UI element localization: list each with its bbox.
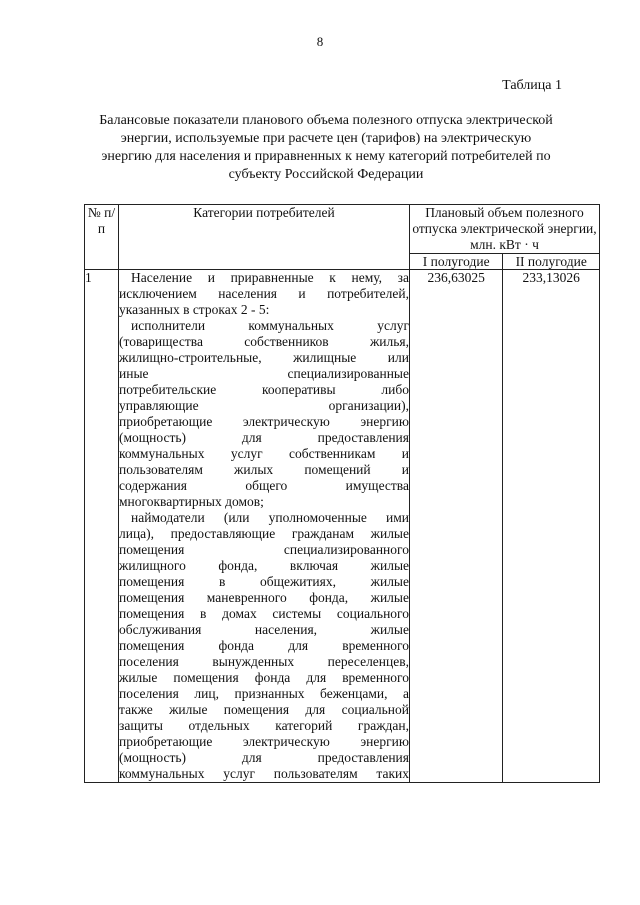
text-line: Население и приравненные к нему, за bbox=[131, 270, 409, 285]
text-line: помещения в общежитиях, жилые bbox=[119, 574, 409, 589]
text-line: приобретающие электрическую энергию bbox=[119, 414, 409, 429]
page-number: 8 bbox=[316, 34, 324, 49]
text-line: наймодатели (или уполномоченные ими bbox=[131, 510, 409, 525]
header-num: № п/п bbox=[85, 205, 119, 270]
text-line: указанных в строках 2 - 5: bbox=[119, 302, 270, 317]
header-volume: Плановый объем полезного отпуска электрической энергии, млн. кВт · ч bbox=[410, 205, 600, 254]
text-line: многоквартирных домов; bbox=[119, 494, 264, 509]
text-line: также жилые помещения для социальной bbox=[119, 702, 409, 717]
text-line: помещения в домах системы социального bbox=[119, 606, 409, 621]
title-line: субъекту Российской Федерации bbox=[228, 167, 424, 182]
title-line: энергии, используемые при расчете цен (тарифов) на электрическую bbox=[120, 131, 532, 146]
value-half-1: 236,63025 bbox=[410, 270, 503, 783]
text-line: (товарищества собственников жилья, bbox=[119, 334, 409, 349]
text-line: помещения специализированного bbox=[119, 542, 409, 557]
text-line: (мощность) для предоставления bbox=[119, 750, 409, 765]
row-number: 1 bbox=[85, 270, 119, 783]
header-half-2: II полугодие bbox=[503, 254, 600, 270]
text-line: защиты отдельных категорий граждан, bbox=[119, 718, 409, 733]
title-line: энергию для населения и приравненных к нему категорий потребителей по bbox=[101, 149, 551, 164]
header-half-1: I полугодие bbox=[410, 254, 503, 270]
title-line: Балансовые показатели планового объема полезного отпуска электрической bbox=[99, 113, 553, 128]
text-line: (мощность) для предоставления bbox=[119, 430, 409, 445]
text-line: исключением населения и потребителей, bbox=[119, 286, 409, 301]
text-line: помещения маневренного фонда, жилые bbox=[119, 590, 409, 605]
value-half-2: 233,13026 bbox=[503, 270, 600, 783]
text-line: жилые помещения фонда для временного bbox=[119, 670, 409, 685]
table-header-row bbox=[85, 205, 600, 254]
text-line: приобретающие электрическую энергию bbox=[119, 734, 409, 749]
text-line: лица), предоставляющие гражданам жилые bbox=[119, 526, 409, 541]
text-line: содержания общего имущества bbox=[119, 478, 409, 493]
text-line: жилищного фонда, включая жилые bbox=[119, 558, 409, 573]
text-line: поселения лиц, признанных беженцами, а bbox=[119, 686, 409, 701]
balance-table bbox=[84, 204, 600, 783]
text-line: жилищно-строительные, жилищные или bbox=[119, 350, 409, 365]
document-title bbox=[96, 112, 556, 184]
text-line: исполнители коммунальных услуг bbox=[131, 318, 409, 333]
table-label: Таблица 1 bbox=[502, 78, 562, 93]
header-category: Категории потребителей bbox=[119, 205, 410, 270]
text-line: помещения фонда для временного bbox=[119, 638, 409, 653]
text-line: пользователям жилых помещений и bbox=[119, 462, 409, 477]
text-line: коммунальных услуг пользователям таких bbox=[119, 766, 409, 781]
text-line: потребительские кооперативы либо bbox=[119, 382, 409, 397]
text-line: обслуживания населения, жилые bbox=[119, 622, 409, 637]
text-line: иные специализированные bbox=[119, 366, 409, 381]
table-row bbox=[85, 270, 600, 783]
text-line: коммунальных услуг собственникам и bbox=[119, 446, 409, 461]
text-line: управляющие организации), bbox=[119, 398, 409, 413]
category-text bbox=[119, 270, 410, 783]
text-line: поселения вынужденных переселенцев, bbox=[119, 654, 409, 669]
